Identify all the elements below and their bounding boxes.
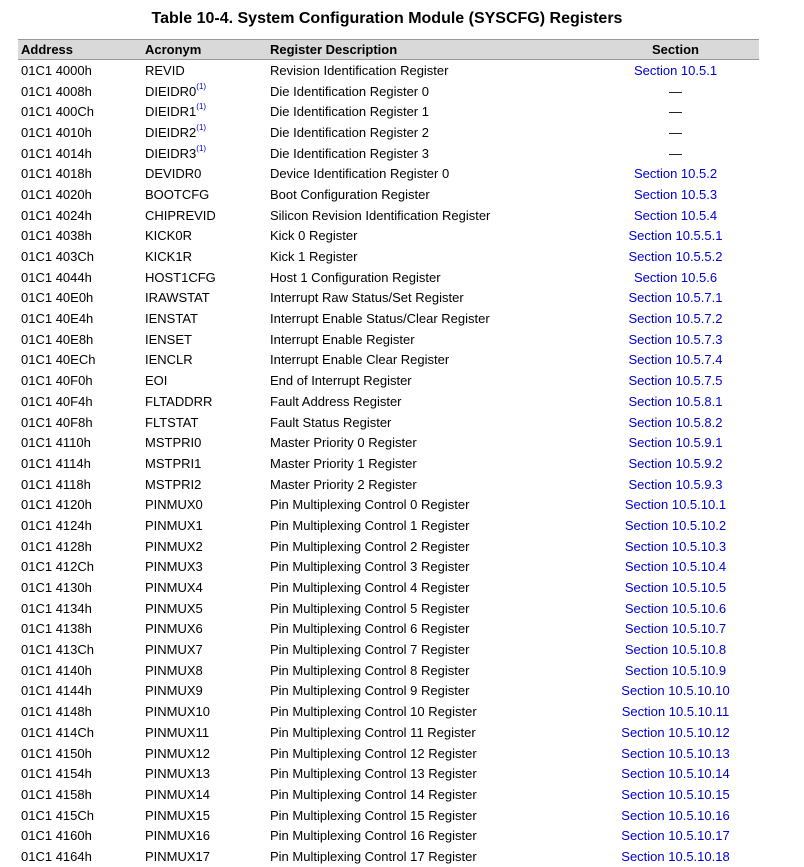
table-row <box>18 308 759 329</box>
cell-address: 01C1 414Ch <box>21 724 94 740</box>
cell-description: Pin Multiplexing Control 12 Register <box>270 745 477 761</box>
cell-address: 01C1 4018h <box>21 166 92 182</box>
table-row <box>18 743 759 764</box>
cell-description: Kick 1 Register <box>270 249 358 265</box>
cell-section <box>592 308 759 329</box>
cell-section <box>592 205 759 226</box>
cell-address: 01C1 4130h <box>21 580 92 596</box>
table-row <box>18 246 759 267</box>
cell-description: Pin Multiplexing Control 6 Register <box>270 621 470 637</box>
cell-address: 01C1 4044h <box>21 269 92 285</box>
section-link[interactable]: Section 10.5.4 <box>633 207 718 223</box>
section-link[interactable]: Section 10.5.1 <box>633 62 718 78</box>
cell-section <box>592 846 759 867</box>
cell-acronym <box>142 474 267 495</box>
cell-section <box>592 598 759 619</box>
acronym-text: MSTPRI0 <box>145 435 202 451</box>
cell-address: 01C1 40F4h <box>21 393 93 409</box>
acronym-text: FLTADDRR <box>145 393 213 409</box>
section-link[interactable]: Section 10.5.10.10 <box>621 683 730 699</box>
cell-acronym <box>142 205 267 226</box>
cell-acronym <box>142 143 267 164</box>
table-header-row <box>18 40 759 60</box>
cell-address: 01C1 400Ch <box>21 104 94 120</box>
cell-acronym <box>142 515 267 536</box>
table-row <box>18 763 759 784</box>
acronym-text: DIEIDR1 <box>145 104 197 120</box>
table-row <box>18 329 759 350</box>
section-link[interactable]: Section 10.5.10.5 <box>624 580 727 596</box>
section-link[interactable]: Section 10.5.10.9 <box>624 662 727 678</box>
cell-section <box>592 619 759 640</box>
cell-address: 01C1 40E8h <box>21 331 94 347</box>
table-row <box>18 577 759 598</box>
cell-description: Pin Multiplexing Control 4 Register <box>270 580 470 596</box>
cell-address: 01C1 4114h <box>21 455 91 471</box>
cell-address: 01C1 415Ch <box>21 807 94 823</box>
table-row <box>18 619 759 640</box>
cell-section <box>592 184 759 205</box>
cell-section <box>592 557 759 578</box>
acronym-text: PINMUX2 <box>145 538 203 554</box>
section-link[interactable]: Section 10.5.10.16 <box>621 807 730 823</box>
table-row <box>18 536 759 557</box>
acronym-text: CHIPREVID <box>145 207 216 223</box>
header-section: Section <box>592 40 759 60</box>
cell-section <box>592 805 759 826</box>
section-link[interactable]: Section 10.5.7.2 <box>628 311 723 327</box>
cell-address: 01C1 4000h <box>21 62 92 78</box>
section-link[interactable]: Section 10.5.2 <box>633 166 718 182</box>
cell-acronym <box>142 391 267 412</box>
cell-section <box>592 701 759 722</box>
cell-address: 01C1 4148h <box>21 704 92 720</box>
table-row <box>18 557 759 578</box>
table-row <box>18 453 759 474</box>
cell-acronym <box>142 81 267 102</box>
cell-acronym <box>142 743 267 764</box>
acronym-text: PINMUX12 <box>145 745 211 761</box>
cell-acronym <box>142 722 267 743</box>
cell-acronym <box>142 308 267 329</box>
table-row <box>18 288 759 309</box>
acronym-text: DIEIDR0 <box>145 83 197 99</box>
section-link[interactable]: Section 10.5.7.4 <box>628 352 723 368</box>
cell-address: 01C1 40E4h <box>21 311 94 327</box>
section-link[interactable]: Section 10.5.9.3 <box>628 476 723 492</box>
cell-address: 01C1 412Ch <box>21 559 94 575</box>
acronym-text: PINMUX4 <box>145 580 203 596</box>
section-link[interactable]: Section 10.5.10.7 <box>624 621 727 637</box>
section-link[interactable]: Section 10.5.10.3 <box>624 538 727 554</box>
cell-section: — <box>669 104 682 120</box>
table-row <box>18 660 759 681</box>
cell-address: 01C1 4158h <box>21 786 92 802</box>
cell-address: 01C1 4160h <box>21 828 92 844</box>
acronym-text: MSTPRI1 <box>145 455 202 471</box>
cell-address: 01C1 4128h <box>21 538 92 554</box>
section-link[interactable]: Section 10.5.10.18 <box>621 848 730 864</box>
cell-section <box>592 60 759 81</box>
table-row <box>18 60 759 81</box>
acronym-text: PINMUX7 <box>145 642 203 658</box>
table-row <box>18 143 759 164</box>
acronym-text: MSTPRI2 <box>145 476 202 492</box>
table-row <box>18 784 759 805</box>
table-row <box>18 846 759 867</box>
table-row <box>18 205 759 226</box>
section-link[interactable]: Section 10.5.10.12 <box>621 724 730 740</box>
cell-address: 01C1 4014h <box>21 145 92 161</box>
section-link[interactable]: Section 10.5.10.14 <box>621 766 730 782</box>
table-row <box>18 598 759 619</box>
section-link[interactable]: Section 10.5.5.2 <box>628 249 723 265</box>
cell-description: Silicon Revision Identification Register <box>270 207 491 223</box>
cell-acronym <box>142 432 267 453</box>
acronym-text: PINMUX0 <box>145 497 203 513</box>
cell-description: Fault Status Register <box>270 414 392 430</box>
acronym-text: PINMUX15 <box>145 807 211 823</box>
section-link[interactable]: Section 10.5.10.15 <box>621 786 730 802</box>
cell-address: 01C1 4164h <box>21 848 92 864</box>
section-link[interactable]: Section 10.5.5.1 <box>628 228 723 244</box>
cell-description: Interrupt Enable Status/Clear Register <box>270 311 490 327</box>
cell-description: Pin Multiplexing Control 10 Register <box>270 704 477 720</box>
footnote-link[interactable]: (1) <box>196 102 207 112</box>
cell-address: 01C1 4138h <box>21 621 92 637</box>
table-row <box>18 701 759 722</box>
cell-address: 01C1 4010h <box>21 124 92 140</box>
cell-section: — <box>669 145 682 161</box>
acronym-text: IENSTAT <box>145 311 198 327</box>
section-link[interactable]: Section 10.5.10.11 <box>621 704 730 720</box>
cell-section <box>592 536 759 557</box>
cell-section <box>592 267 759 288</box>
cell-acronym <box>142 494 267 515</box>
cell-section <box>592 391 759 412</box>
table-row <box>18 101 759 122</box>
cell-section <box>592 163 759 184</box>
acronym-text: PINMUX3 <box>145 559 203 575</box>
acronym-text: PINMUX9 <box>145 683 203 699</box>
section-link[interactable]: Section 10.5.3 <box>633 186 718 202</box>
acronym-text: PINMUX13 <box>145 766 211 782</box>
register-table <box>18 39 759 867</box>
cell-acronym <box>142 329 267 350</box>
acronym-text: PINMUX17 <box>145 848 211 864</box>
cell-description: Pin Multiplexing Control 5 Register <box>270 600 470 616</box>
table-row <box>18 350 759 371</box>
table-row <box>18 267 759 288</box>
cell-description: Die Identification Register 1 <box>270 104 429 120</box>
section-link[interactable]: Section 10.5.9.2 <box>628 455 723 471</box>
cell-description: Boot Configuration Register <box>270 186 430 202</box>
cell-description: Master Priority 1 Register <box>270 455 417 471</box>
table-row <box>18 370 759 391</box>
cell-section: — <box>669 83 682 99</box>
cell-address: 01C1 4154h <box>21 766 92 782</box>
cell-acronym <box>142 370 267 391</box>
acronym-text: IENSET <box>145 331 192 347</box>
footnote-link[interactable]: (1) <box>196 122 207 132</box>
cell-description: Interrupt Raw Status/Set Register <box>270 290 464 306</box>
cell-description: Pin Multiplexing Control 0 Register <box>270 497 470 513</box>
table-row <box>18 432 759 453</box>
table-row <box>18 391 759 412</box>
cell-section <box>592 660 759 681</box>
cell-section <box>592 412 759 433</box>
table-row <box>18 515 759 536</box>
acronym-text: HOST1CFG <box>145 269 216 285</box>
cell-acronym <box>142 60 267 81</box>
cell-address: 01C1 4120h <box>21 497 92 513</box>
cell-section <box>592 825 759 846</box>
cell-description: Pin Multiplexing Control 1 Register <box>270 517 470 533</box>
table-title: Table 10-4. System Configuration Module (SYSCFG) Registers <box>151 10 623 27</box>
cell-section <box>592 494 759 515</box>
section-link[interactable]: Section 10.5.10.1 <box>624 497 727 513</box>
cell-section <box>592 743 759 764</box>
cell-acronym <box>142 536 267 557</box>
cell-acronym <box>142 660 267 681</box>
cell-acronym <box>142 639 267 660</box>
table-row <box>18 226 759 247</box>
cell-section <box>592 763 759 784</box>
cell-description: Pin Multiplexing Control 16 Register <box>270 828 477 844</box>
cell-address: 01C1 4020h <box>21 186 92 202</box>
cell-acronym <box>142 288 267 309</box>
cell-address: 01C1 4124h <box>21 517 92 533</box>
cell-description: Pin Multiplexing Control 14 Register <box>270 786 477 802</box>
acronym-text: DIEIDR3 <box>145 145 197 161</box>
section-link[interactable]: Section 10.5.7.1 <box>628 290 723 306</box>
cell-address: 01C1 4024h <box>21 207 92 223</box>
cell-acronym <box>142 846 267 867</box>
cell-address: 01C1 413Ch <box>21 642 94 658</box>
cell-section <box>592 370 759 391</box>
acronym-text: PINMUX1 <box>145 517 203 533</box>
table-row <box>18 81 759 102</box>
acronym-text: IENCLR <box>145 352 193 368</box>
footnote-link[interactable]: (1) <box>196 143 207 153</box>
acronym-text: REVID <box>145 62 185 78</box>
acronym-text: DEVIDR0 <box>145 166 202 182</box>
cell-section <box>592 722 759 743</box>
cell-address: 01C1 4144h <box>21 683 92 699</box>
cell-acronym <box>142 453 267 474</box>
cell-address: 01C1 4008h <box>21 83 92 99</box>
acronym-text: DIEIDR2 <box>145 124 197 140</box>
table-row <box>18 122 759 143</box>
cell-description: Pin Multiplexing Control 3 Register <box>270 559 470 575</box>
cell-acronym <box>142 246 267 267</box>
cell-description: Pin Multiplexing Control 11 Register <box>270 724 476 740</box>
footnote-link[interactable]: (1) <box>196 81 207 91</box>
cell-description: Kick 0 Register <box>270 228 358 244</box>
cell-address: 01C1 4150h <box>21 745 92 761</box>
section-link[interactable]: Section 10.5.6 <box>633 269 718 285</box>
section-link[interactable]: Section 10.5.10.6 <box>624 600 727 616</box>
acronym-text: BOOTCFG <box>145 186 210 202</box>
cell-description: Pin Multiplexing Control 17 Register <box>270 848 477 864</box>
section-link[interactable]: Section 10.5.7.5 <box>628 373 723 389</box>
cell-section <box>592 350 759 371</box>
cell-section <box>592 784 759 805</box>
section-link[interactable]: Section 10.5.10.2 <box>624 517 727 533</box>
section-link[interactable]: Section 10.5.8.2 <box>628 414 723 430</box>
section-link[interactable]: Section 10.5.10.8 <box>624 642 727 658</box>
cell-acronym <box>142 681 267 702</box>
cell-acronym <box>142 350 267 371</box>
acronym-text: EOI <box>145 373 168 389</box>
table-row <box>18 184 759 205</box>
table-row <box>18 681 759 702</box>
cell-acronym <box>142 122 267 143</box>
cell-description: End of Interrupt Register <box>270 373 412 389</box>
cell-section <box>592 515 759 536</box>
cell-description: Pin Multiplexing Control 2 Register <box>270 538 470 554</box>
cell-description: Host 1 Configuration Register <box>270 269 441 285</box>
cell-description: Fault Address Register <box>270 393 402 409</box>
cell-section <box>592 432 759 453</box>
acronym-text: PINMUX14 <box>145 786 211 802</box>
cell-address: 01C1 4140h <box>21 662 92 678</box>
cell-description: Master Priority 0 Register <box>270 435 417 451</box>
section-link[interactable]: Section 10.5.8.1 <box>628 393 723 409</box>
cell-acronym <box>142 577 267 598</box>
cell-acronym <box>142 412 267 433</box>
table-row <box>18 412 759 433</box>
table-row <box>18 639 759 660</box>
cell-description: Interrupt Enable Clear Register <box>270 352 450 368</box>
cell-section: — <box>669 124 682 140</box>
header-description: Register Description <box>267 40 592 60</box>
table-row <box>18 163 759 184</box>
cell-address: 01C1 4110h <box>21 435 91 451</box>
cell-acronym <box>142 784 267 805</box>
cell-description: Die Identification Register 2 <box>270 124 429 140</box>
table-row <box>18 722 759 743</box>
cell-address: 01C1 403Ch <box>21 249 94 265</box>
cell-address: 01C1 4038h <box>21 228 92 244</box>
cell-description: Pin Multiplexing Control 13 Register <box>270 766 477 782</box>
acronym-text: FLTSTAT <box>145 414 199 430</box>
acronym-text: IRAWSTAT <box>145 290 210 306</box>
cell-description: Pin Multiplexing Control 7 Register <box>270 642 470 658</box>
table-row <box>18 474 759 495</box>
cell-description: Die Identification Register 3 <box>270 145 429 161</box>
cell-acronym <box>142 598 267 619</box>
acronym-text: KICK1R <box>145 249 192 265</box>
acronym-text: PINMUX16 <box>145 828 211 844</box>
cell-description: Device Identification Register 0 <box>270 166 450 182</box>
cell-description: Pin Multiplexing Control 9 Register <box>270 683 470 699</box>
cell-section <box>592 288 759 309</box>
cell-description: Pin Multiplexing Control 8 Register <box>270 662 470 678</box>
cell-description: Master Priority 2 Register <box>270 476 417 492</box>
cell-section <box>592 329 759 350</box>
header-address: Address <box>18 40 142 60</box>
table-row <box>18 494 759 515</box>
cell-address: 01C1 40E0h <box>21 290 94 306</box>
cell-address: 01C1 40F8h <box>21 414 93 430</box>
cell-acronym <box>142 557 267 578</box>
cell-acronym <box>142 805 267 826</box>
table-row <box>18 825 759 846</box>
acronym-text: PINMUX11 <box>145 724 210 740</box>
section-link[interactable]: Section 10.5.9.1 <box>628 435 723 451</box>
header-acronym: Acronym <box>142 40 267 60</box>
cell-description: Interrupt Enable Register <box>270 331 415 347</box>
acronym-text: PINMUX5 <box>145 600 203 616</box>
cell-address: 01C1 40ECh <box>21 352 96 368</box>
table-row <box>18 805 759 826</box>
section-link[interactable]: Section 10.5.10.13 <box>621 745 730 761</box>
cell-description: Revision Identification Register <box>270 62 449 78</box>
cell-section <box>592 474 759 495</box>
cell-address: 01C1 4134h <box>21 600 92 616</box>
acronym-text: KICK0R <box>145 228 192 244</box>
cell-acronym <box>142 184 267 205</box>
section-link[interactable]: Section 10.5.10.4 <box>624 559 727 575</box>
cell-acronym <box>142 163 267 184</box>
cell-section <box>592 246 759 267</box>
cell-section <box>592 226 759 247</box>
acronym-text: PINMUX10 <box>145 704 211 720</box>
cell-section <box>592 453 759 474</box>
cell-address: 01C1 4118h <box>21 476 91 492</box>
cell-address: 01C1 40F0h <box>21 373 93 389</box>
cell-description: Die Identification Register 0 <box>270 83 429 99</box>
cell-acronym <box>142 825 267 846</box>
cell-section <box>592 681 759 702</box>
cell-acronym <box>142 619 267 640</box>
acronym-text: PINMUX8 <box>145 662 203 678</box>
cell-acronym <box>142 701 267 722</box>
acronym-text: PINMUX6 <box>145 621 203 637</box>
section-link[interactable]: Section 10.5.10.17 <box>621 828 730 844</box>
cell-acronym <box>142 101 267 122</box>
cell-acronym <box>142 267 267 288</box>
cell-acronym <box>142 763 267 784</box>
cell-section <box>592 577 759 598</box>
cell-acronym <box>142 226 267 247</box>
section-link[interactable]: Section 10.5.7.3 <box>628 331 723 347</box>
cell-section <box>592 639 759 660</box>
cell-description: Pin Multiplexing Control 15 Register <box>270 807 477 823</box>
